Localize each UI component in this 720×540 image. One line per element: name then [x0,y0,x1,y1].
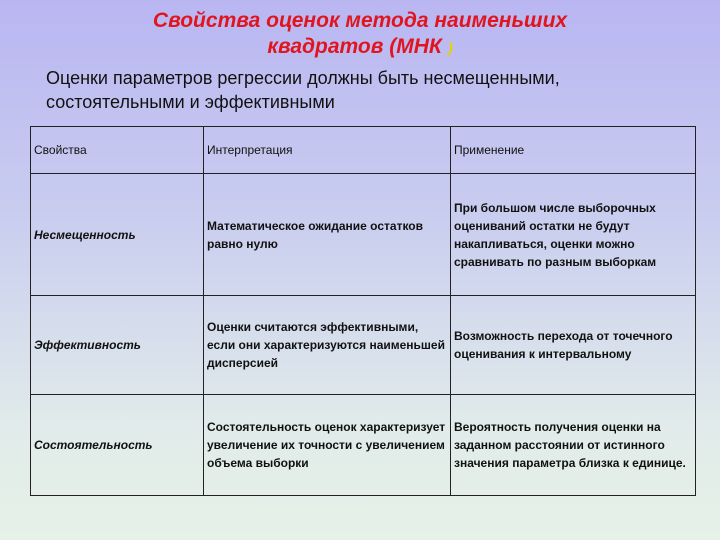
property-cell: Несмещенность [31,174,204,296]
table-row [31,174,696,296]
slide-title [0,8,720,62]
table-row [31,296,696,395]
application-cell: Вероятность получения оценки на заданном расстоянии от истинного значения параметра близка к единице. [451,395,696,496]
table-row [31,395,696,496]
interpretation-cell: Состоятельность оценок характеризует увеличение их точности с увеличением объема выборки [204,395,451,496]
application-cell: Возможность перехода от точечного оценивания к интервальному [451,296,696,395]
title-line-2-text: квадратов (МНК [267,35,442,58]
application-cell: При большом числе выборочных оцениваний остатки не будут накапливаться, оценки можно сравнивать по разным выборкам [451,174,696,296]
header-properties: Свойства [31,127,204,174]
title-paren: ) [447,40,453,57]
property-cell: Эффективность [31,296,204,395]
table-header-row [31,127,696,174]
property-cell: Состоятельность [31,395,204,496]
interpretation-cell: Оценки считаются эффективными, если они характеризуются наименьшей дисперсией [204,296,451,395]
properties-table [30,126,696,496]
interpretation-cell: Математическое ожидание остатков равно нулю [204,174,451,296]
title-line-1: Свойства оценок метода наименьших [152,9,568,32]
title-line-2 [0,34,720,62]
header-application: Применение [451,127,696,174]
header-interpretation: Интерпретация [204,127,451,174]
slide-subtitle: Оценки параметров регрессии должны быть несмещенными, состоятельными и эффективными [46,68,560,112]
